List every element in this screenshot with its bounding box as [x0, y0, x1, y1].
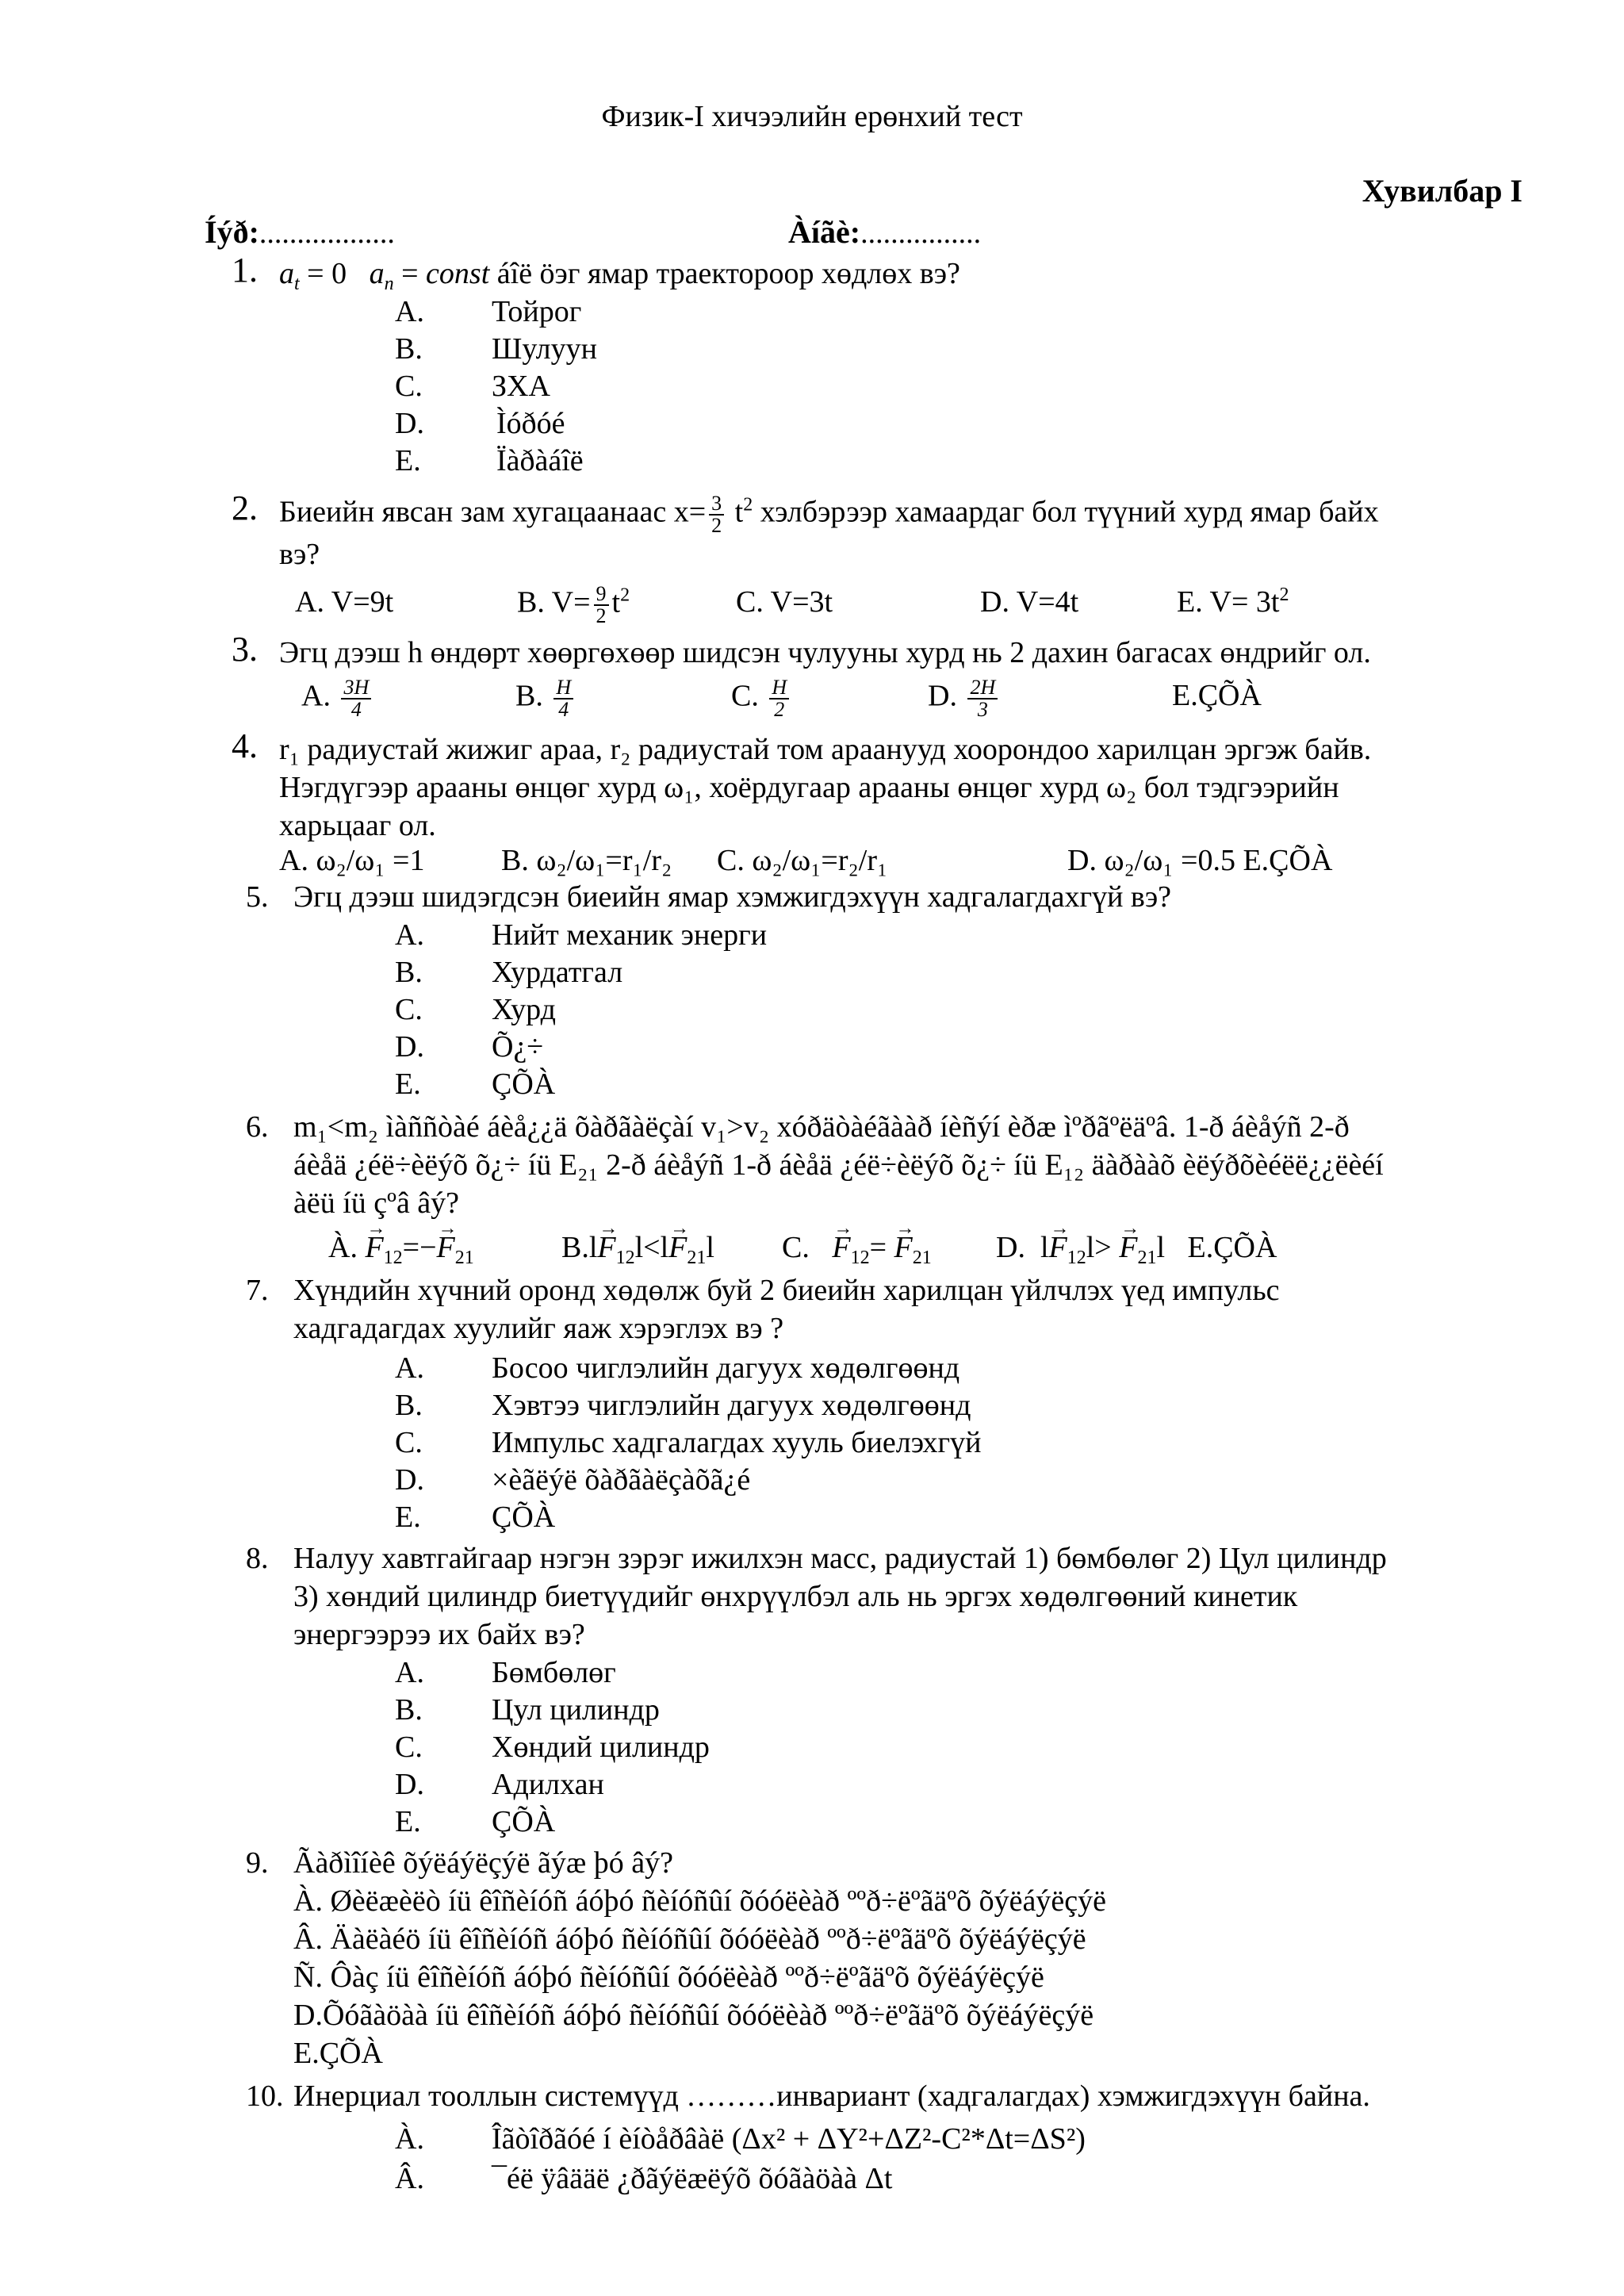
name-label: Íýð:	[205, 214, 259, 250]
page-title: Физик-I хичээлийн ерөнхий тест	[601, 100, 1023, 133]
option-letter: Â.	[395, 2162, 424, 2195]
option-c: C. ω₂/ω₁=r₂/r₁	[717, 844, 888, 877]
option-text: Тойрог	[492, 295, 582, 328]
group-field	[788, 214, 981, 251]
option-letter: A.	[395, 1351, 424, 1385]
question-number: 1.	[232, 251, 258, 289]
option-text: Ìóðóé	[496, 407, 565, 440]
option-letter: A.	[395, 295, 424, 328]
question-7-line2: хадгадагдах хуулийг яаж хэрэглэх вэ ?	[293, 1312, 784, 1345]
option-text: Бөмбөлөг	[492, 1656, 616, 1689]
question-4-line2: Нэгдүгээр арааны өнцөг хурд ω₁, хоёрдугаар арааны өнцөг хурд ω₂ бол тэдгээрийн	[279, 771, 1339, 804]
question-number: 7.	[246, 1274, 269, 1307]
option-letter: D.	[395, 1463, 424, 1497]
question-8-line1: Налуу хавтгайгаар нэгэн зэрэг ижилхэн масс, радиустай 1) бөмбөлөг 2) Цул цилиндр	[293, 1542, 1387, 1575]
option-d: D. ω₂/ω₁ =0.5 E.ÇÕÀ	[1067, 844, 1333, 877]
option-c: Ñ. Ôàç íü êîñèíóñ áóþó ñèíóñûí õóóëèàð ººð÷ëºãäºõ õýëáýëçýë	[293, 1961, 1044, 1994]
option-text: Хурд	[492, 993, 556, 1026]
option-text: Босоо чиглэлийн дагуух хөдөлгөөнд	[492, 1351, 960, 1385]
option-letter: B.	[395, 956, 423, 989]
option-text: Ïàðàáîë	[496, 444, 584, 477]
question-9-text: Ãàðìîíèê õýëáýëçýë ãýæ þó âý?	[293, 1846, 673, 1880]
option-letter: À.	[395, 2122, 424, 2156]
variant-label: Хувилбар I	[1362, 173, 1522, 209]
option-a: A. $\frac{3H}{4}$	[301, 677, 374, 720]
question-1-text: $a_t = 0$ $a_n$ = const áîë öэг ямар траектороор хөдлөх вэ?	[279, 257, 960, 294]
question-6-line1: m₁<m₂ ìàññòàé áèå¿¿ä õàðãàëçàí v₁>v₂ xóðäòàéãààð íèñýí èðæ ìºðãºëäºâ. 1-ð áèåýñ 2-ð	[293, 1110, 1350, 1144]
option-text: Нийт механик энерги	[492, 918, 768, 952]
question-number: 5.	[246, 880, 269, 914]
option-a: A. V=9t	[295, 585, 394, 619]
option-letter: D.	[395, 407, 424, 440]
question-number: 3.	[232, 630, 258, 669]
option-text: Îãòîðãóé í èíòåðâàë (Δx² + ΔY²+ΔZ²-C²*Δt=ΔS²)	[492, 2122, 1086, 2156]
option-c: C. $\frac{H}{2}$	[731, 677, 792, 720]
option-text: ÇÕÀ	[492, 1805, 556, 1838]
question-4-line1: r₁ радиустай жижиг араа, r₂ радиустай том араанууд хоорондоо харилцан эргэж байв.	[279, 733, 1372, 766]
option-letter: C.	[395, 1426, 423, 1459]
question-4-line3: харьцааг ол.	[279, 809, 436, 842]
option-text: ÇÕÀ	[492, 1501, 556, 1534]
option-d: D. V=4t	[980, 585, 1079, 619]
option-letter: D.	[395, 1768, 424, 1801]
option-a: A. ω₂/ω₁ =1	[279, 844, 425, 877]
option-letter: C.	[395, 993, 423, 1026]
option-text: Õ¿÷	[492, 1030, 544, 1064]
group-dots: ................	[860, 217, 982, 250]
question-10-text: Инерциал тооллын системүүд ………инвариант (хадгалагдах) хэмжигдэхүүн байна.	[293, 2079, 1370, 2113]
option-text: Цул цилиндр	[492, 1693, 660, 1727]
name-field	[205, 214, 395, 251]
option-letter: B.	[395, 1693, 423, 1727]
question-number: 4.	[232, 726, 258, 765]
option-e: E.ÇÕÀ	[293, 2037, 383, 2070]
question-6-line3: àëü íü çºâ âý?	[293, 1186, 460, 1220]
option-b: Â. Äàëàéö íü êîñèíóñ áóþó ñèíóñûí õóóëèàð ººð÷ëºãäºõ õýëáýëçýë	[293, 1922, 1086, 1956]
option-c: C. V=3t	[736, 585, 833, 619]
option-letter: C.	[395, 1731, 423, 1764]
question-5-text: Эгц дээш шидэгдсэн биеийн ямар хэмжигдэхүүн хадгалагдахгүй вэ?	[293, 880, 1172, 914]
option-text: Хөндий цилиндр	[492, 1731, 710, 1764]
question-number: 6.	[246, 1110, 269, 1144]
question-number: 8.	[246, 1542, 269, 1575]
option-text: ×èãëýë õàðãàëçàõã¿é	[492, 1463, 751, 1497]
option-d: D.Õóãàöàà íü êîñèíóñ áóþó ñèíóñûí õóóëèàð ººð÷ëºãäºõ õýëáýëçýë	[293, 1999, 1094, 2032]
option-text: Импульс хадгалагдах хууль биелэхгүй	[492, 1426, 982, 1459]
question-8-line3: энергээрээ их байх вэ?	[293, 1618, 585, 1651]
option-letter: E.	[395, 444, 421, 477]
option-text: Адилхан	[492, 1768, 604, 1801]
option-e: E.ÇÕÀ	[1172, 679, 1262, 712]
question-3-text: Эгц дээш h өндөрт хөөргөхөөр шидсэн чулууны хурд нь 2 дахин багасах өндрийг ол.	[279, 636, 1371, 669]
option-b: B. V= $\frac{9}{2}$ $t^2$	[517, 582, 630, 627]
question-7-line1: Хүндийн хүчний оронд хөдөлж буй 2 биеийн харилцан үйлчлэх үед импульс	[293, 1274, 1280, 1307]
option-text: ЗХА	[492, 370, 550, 403]
option-letter: B.	[395, 1389, 423, 1422]
question-6-line2: áèåä ¿éë÷èëýõ õ¿÷ íü E₂₁ 2-ð áèåýñ 1-ð áèåä ¿éë÷èëýõ õ¿÷ íü E₁₂ äàðààõ èëýðõèéëë¿¿ëèéí	[293, 1148, 1384, 1182]
option-text: Хурдатгал	[492, 956, 623, 989]
question-2-text: Биеийн явсан зам хугацаанаас x= $\frac{3}{2}$ $t^2$ хэлбэрээр хамаардаг бол түүний хурд ямар байх	[279, 492, 1379, 537]
option-letter: E.	[395, 1068, 421, 1101]
option-c: C. → $F_{12}= \to F_{21}$	[782, 1229, 932, 1266]
option-d: D. $l\to F_{12}l> \to F_{21}l$ E.ÇÕÀ	[996, 1229, 1277, 1266]
question-2-text-cont: вэ?	[279, 538, 320, 571]
option-text: ¯éë ÿâääë ¿ðãýëæëýõ õóãàöàà Δt	[492, 2162, 893, 2195]
option-e: E. $V= 3t^2$	[1177, 585, 1289, 619]
option-b: B. ω₂/ω₁=r₁/r₂	[501, 844, 672, 877]
name-dots: ..................	[259, 217, 395, 250]
option-letter: E.	[395, 1805, 421, 1838]
option-text: Хэвтээ чиглэлийн дагуух хөдөлгөөнд	[492, 1389, 971, 1422]
option-a: À. Øèëæèëò íü êîñèíóñ áóþó ñèíóñûí õóóëèàð ººð÷ëºãäºõ õýëáýëçýë	[293, 1884, 1106, 1918]
option-letter: D.	[395, 1030, 424, 1064]
option-a: À. → $F_{12}=-\to F_{21}$	[328, 1229, 474, 1266]
option-d: D. $\frac{2H}{3}$	[928, 677, 1001, 720]
question-number: 2.	[232, 489, 258, 527]
option-text: ÇÕÀ	[492, 1068, 556, 1101]
option-letter: B.	[395, 332, 423, 366]
option-letter: A.	[395, 1656, 424, 1689]
option-letter: A.	[395, 918, 424, 952]
option-b: $B.l\to F_{12}l<l\to F_{21}l$	[561, 1229, 714, 1266]
option-letter: E.	[395, 1501, 421, 1534]
option-b: B. $\frac{H}{4}$	[515, 677, 576, 720]
question-8-line2: 3) хөндий цилиндр биетүүдийг өнхрүүлбэл аль нь эргэх хөдөлгөөний кинетик	[293, 1580, 1298, 1613]
group-label: Àíãè:	[788, 214, 861, 250]
question-number: 9.	[246, 1846, 269, 1880]
question-number: 10.	[246, 2079, 284, 2113]
option-letter: C.	[395, 370, 423, 403]
option-text: Шулуун	[492, 332, 597, 366]
